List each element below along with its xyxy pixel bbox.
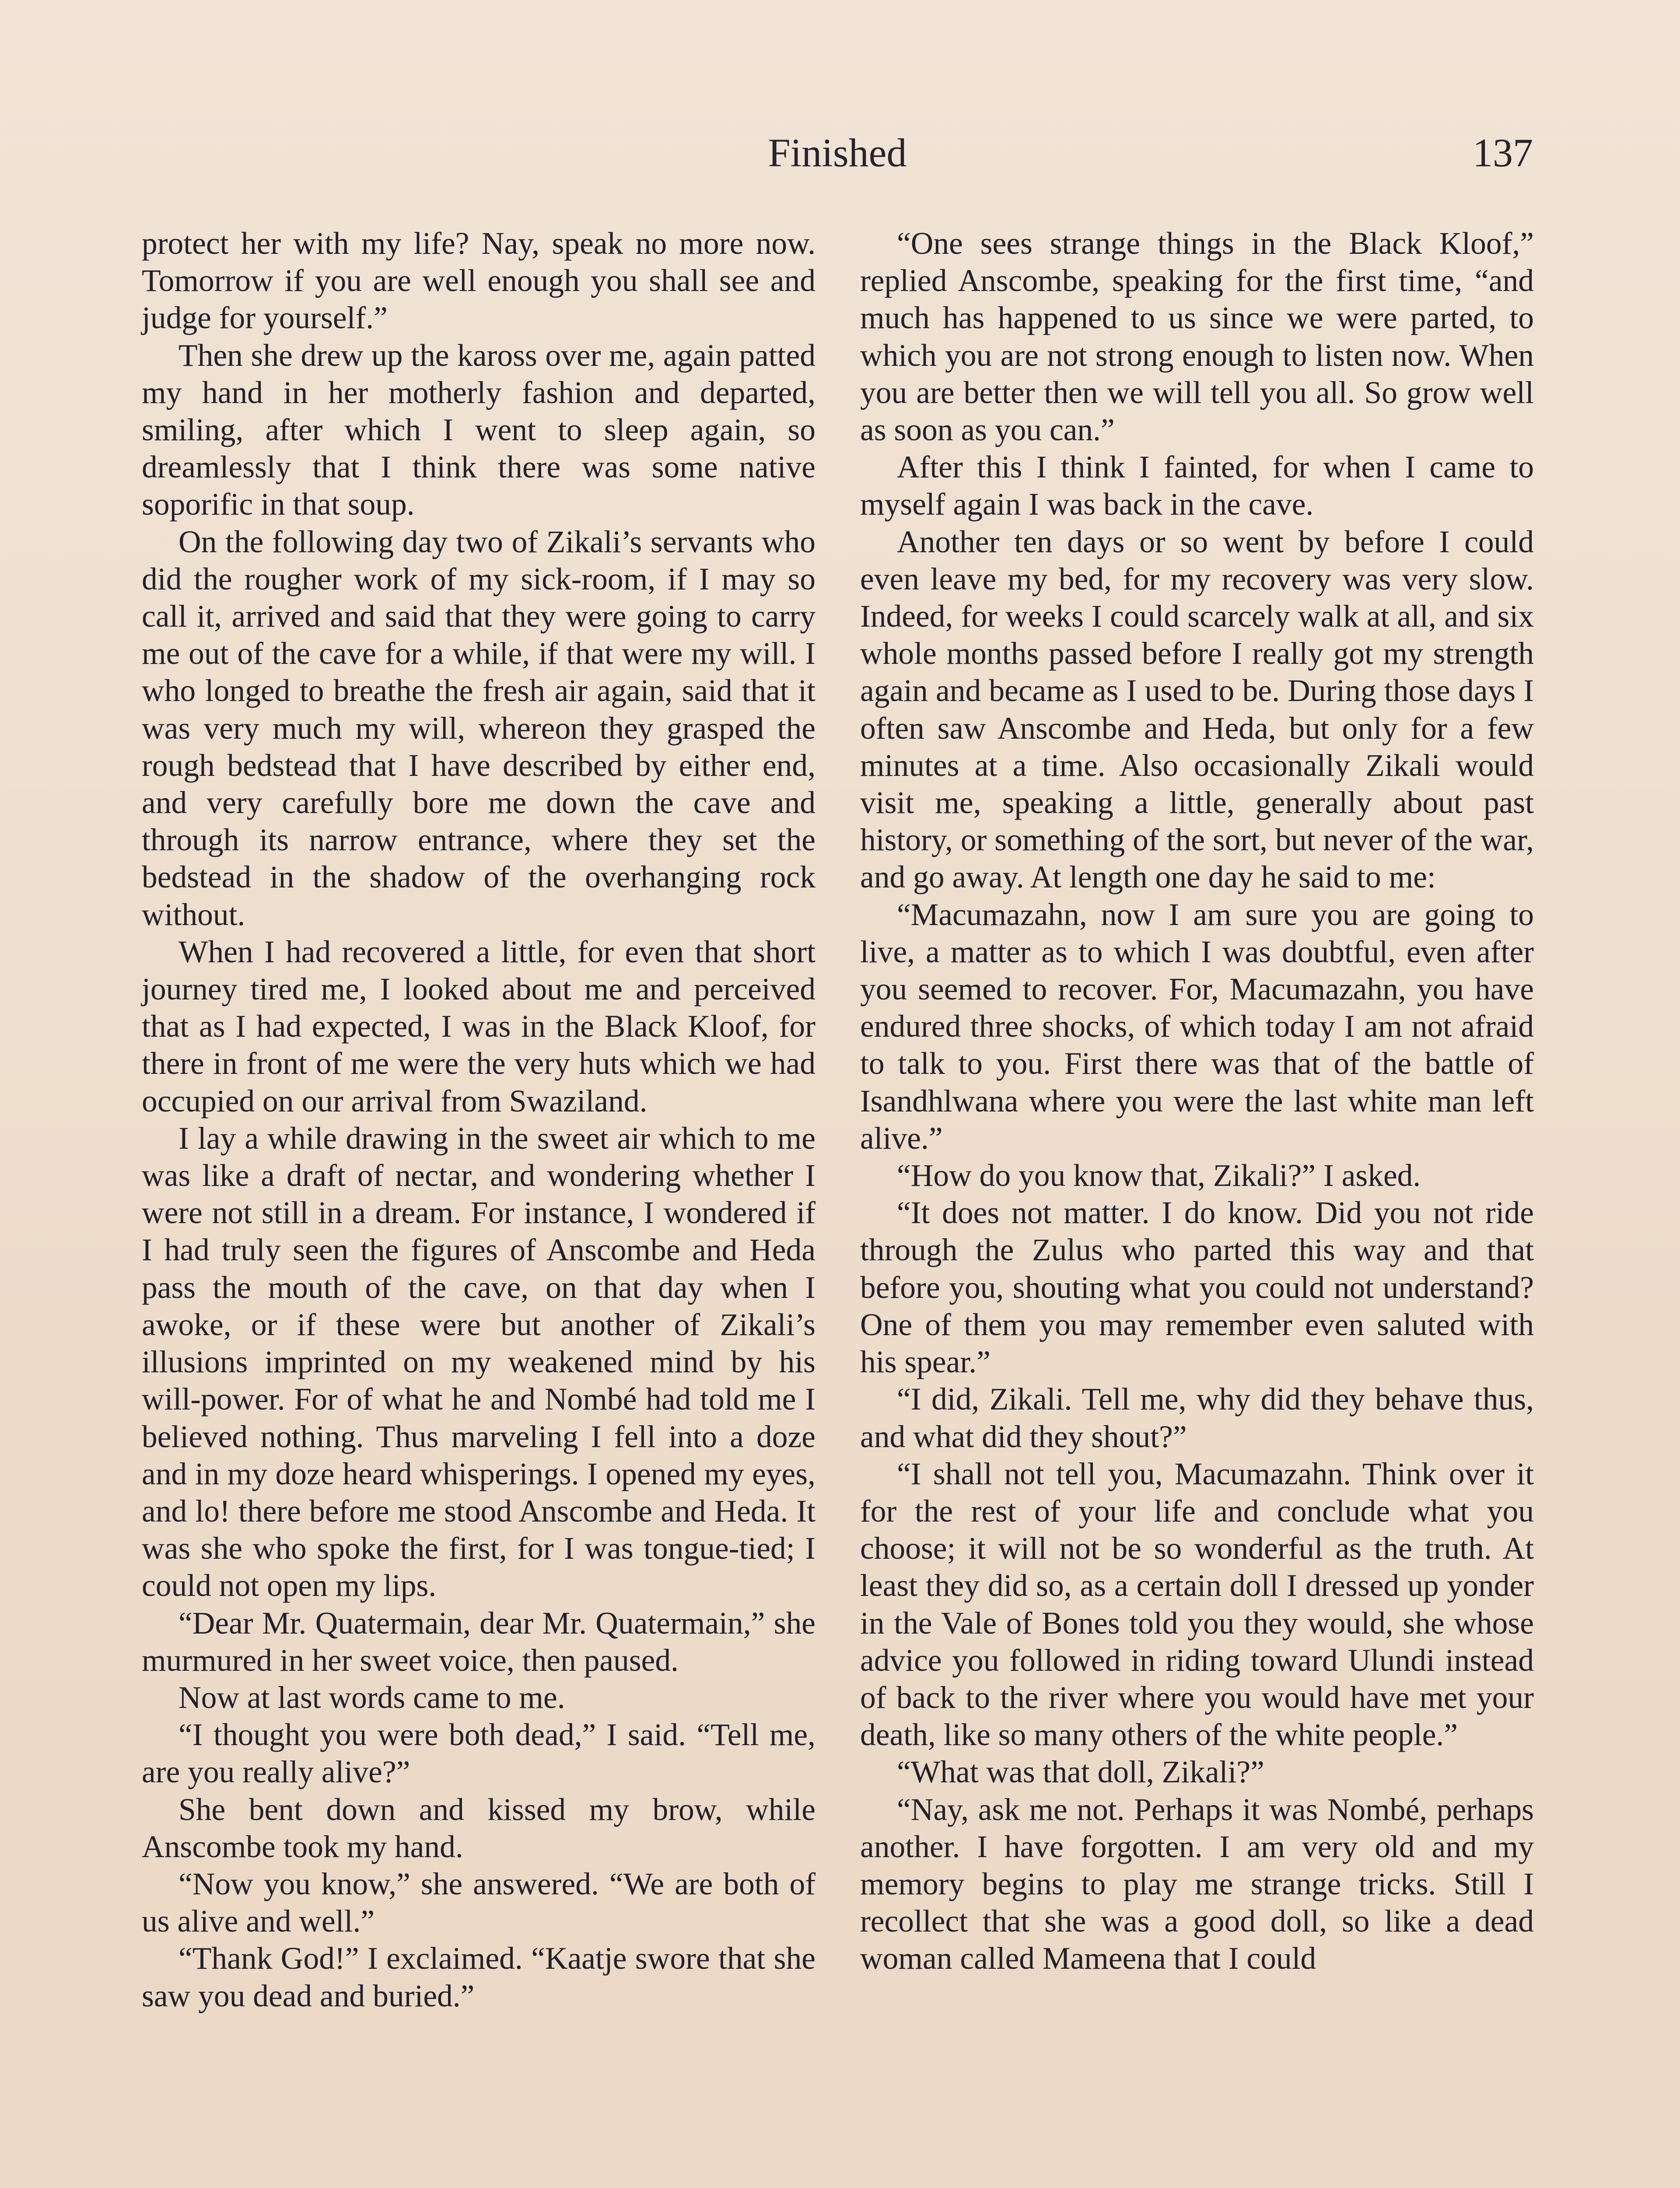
paragraph: “Thank God!” I exclaimed. “Kaatje swore that she saw you dead and buried.” — [142, 1941, 816, 2013]
paragraph: I lay a while drawing in the sweet air which to me was like a draft of nectar, and wondering whether I were not still in a dream. For instance, I wondered if I had truly seen the figures of Anscombe and Heda pass the mouth of the cave, on that day when I awoke, or if these were but another of Zikali’s illusions imprinted on my weakened mind by his will-power. For of what he and Nombé had told me I believed nothing. Thus marveling I fell into a doze and in my doze heard whisperings. I opened my eyes, and lo! there before me stood Anscombe and Heda. It was she who spoke the first, for I was tongue-tied; I could not open my lips. — [142, 1121, 816, 1603]
paragraph: “Nay, ask me not. Perhaps it was Nombé, perhaps another. I have forgotten. I am very old and my memory begins to play me strange tricks. Still I recollect that she was a good doll, so like a dead woman called Mameena that I could — [860, 1792, 1534, 1976]
paragraph: She bent down and kissed my brow, while Anscombe took my hand. — [142, 1792, 816, 1864]
paragraph: On the following day two of Zikali’s servants who did the rougher work of my sick-room, if I may so call it, arrived and said that they were going to carry me out of the cave for a while, if that were my will. I who longed to breathe the fresh air again, said that it was very much my will, whereon they grasped the rough bedstead that I have described by either end, and very carefully bore me down the cave and through its narrow entrance, where they set the bedstead in the shadow of the overhanging rock without. — [142, 524, 816, 932]
paragraph: “What was that doll, Zikali?” — [897, 1755, 1264, 1790]
running-head: Finished — [768, 130, 907, 175]
paragraph: Another ten days or so went by before I could even leave my bed, for my recovery was very slow. Indeed, for weeks I could scarcely walk at all, and six whole months passed before I really got my strength again and became as I used to be. During those days I often saw Anscombe and Heda, but only for a few minutes at a time. Also occasionally Zikali would visit me, speaking a little, generally about past history, or something of the sort, but never of the war, and go away. At length one day he said to me: — [860, 524, 1534, 895]
paragraph: protect her with my life? Nay, speak no more now. Tomorrow if you are well enough you shall see and judge for yourself.” — [142, 226, 816, 336]
paragraph: “How do you know that, Zikali?” I asked. — [897, 1158, 1421, 1193]
paragraph: “Dear Mr. Quatermain, dear Mr. Quatermain,” she murmured in her sweet voice, then paused. — [142, 1606, 816, 1678]
paragraph: “It does not matter. I do know. Did you not ride through the Zulus who parted this way and that before you, shouting what you could not understand? One of them you may remember even saluted with his spear.” — [860, 1196, 1534, 1380]
paragraph: Then she drew up the kaross over me, again patted my hand in her motherly fashion and departed, smiling, after which I went to sleep again, so dreamlessly that I think there was some native soporific in that soup. — [142, 338, 816, 522]
text-column-right — [860, 225, 1534, 1978]
paragraph: “I shall not tell you, Macumazahn. Think over it for the rest of your life and conclude what you choose; it will not be so wonderful as the truth. At least they did so, as a certain doll I dressed up yonder in the Vale of Bones told you they would, she whose advice you followed in riding toward Ulundi instead of back to the river where you would have met your death, like so many others of the white people.” — [860, 1456, 1534, 1753]
text-column-left — [142, 225, 816, 2015]
paragraph: After this I think I fainted, for when I came to myself again I was back in the cave. — [860, 450, 1534, 522]
paragraph: “Macumazahn, now I am sure you are going to live, a matter as to which I was doubtful, even after you seemed to recover. For, Macumazahn, you have endured three shocks, of which today I am not afraid to talk to you. First there was that of the battle of Isandhlwana where you were the last white man left alive.” — [860, 897, 1534, 1156]
paragraph: “I did, Zikali. Tell me, why did they behave thus, and what did they shout?” — [860, 1382, 1534, 1454]
paragraph: “Now you know,” she answered. “We are both of us alive and well.” — [142, 1866, 816, 1939]
paragraph: Now at last words came to me. — [178, 1680, 565, 1715]
page-number: 137 — [1473, 130, 1533, 175]
paragraph: “I thought you were both dead,” I said. “Tell me, are you really alive?” — [142, 1718, 816, 1790]
page-header — [142, 130, 1533, 186]
paragraph: When I had recovered a little, for even that short journey tired me, I looked about me and perceived that as I had expected, I was in the Black Kloof, for there in front of me were the very huts which we had occupied on our arrival from Swaziland. — [142, 934, 816, 1119]
paragraph: “One sees strange things in the Black Kloof,” replied Anscombe, speaking for the first time, “and much has happened to us since we were parted, to which you are not strong enough to listen now. When you are better then we will tell you all. So grow well as soon as you can.” — [860, 226, 1534, 448]
